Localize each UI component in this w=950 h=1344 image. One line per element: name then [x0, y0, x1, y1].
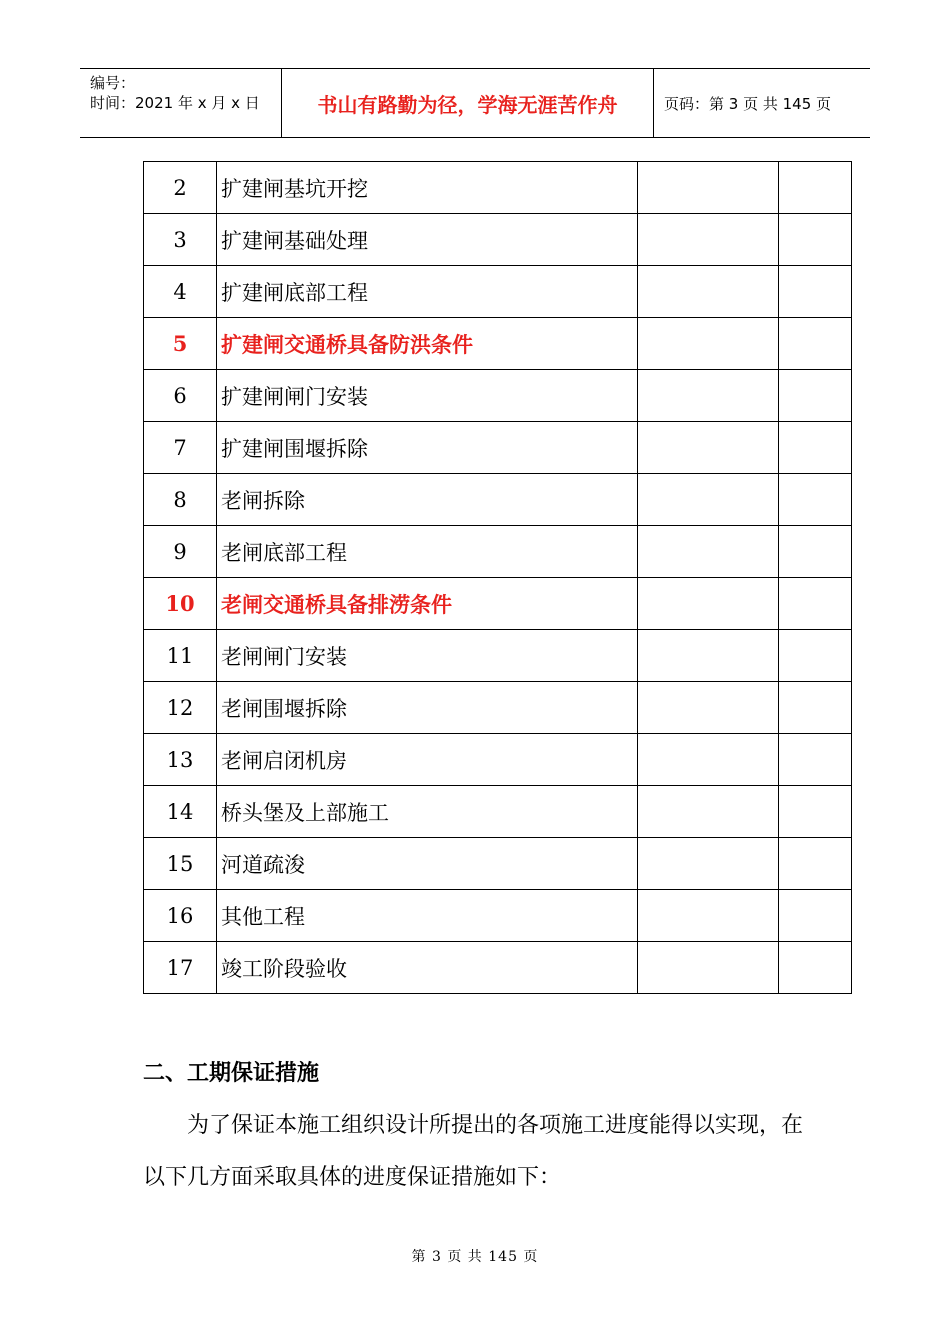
row-number: 16 [144, 890, 217, 942]
row-empty-cell [638, 786, 779, 838]
row-number: 7 [144, 422, 217, 474]
row-empty-cell [638, 214, 779, 266]
row-empty-cell [779, 318, 852, 370]
row-number: 11 [144, 630, 217, 682]
row-empty-cell [638, 162, 779, 214]
table-row [144, 734, 852, 786]
row-task-name: 扩建闸闸门安装 [217, 370, 638, 422]
row-task-name: 扩建闸围堰拆除 [217, 422, 638, 474]
row-empty-cell [779, 162, 852, 214]
row-number: 3 [144, 214, 217, 266]
row-empty-cell [779, 942, 852, 994]
row-empty-cell [779, 474, 852, 526]
header-motto: 书山有路勤为径，学海无涯苦作舟 [282, 69, 654, 137]
row-task-name: 老闸底部工程 [217, 526, 638, 578]
row-empty-cell [638, 682, 779, 734]
table-row [144, 786, 852, 838]
row-number: 6 [144, 370, 217, 422]
row-task-name: 竣工阶段验收 [217, 942, 638, 994]
row-empty-cell [638, 266, 779, 318]
row-number: 14 [144, 786, 217, 838]
section-title: 二、工期保证措施 [143, 1060, 320, 1086]
table-row [144, 162, 852, 214]
table-row [144, 838, 852, 890]
page-footer: 第 3 页 共 145 页 [411, 1249, 539, 1265]
row-task-name: 老闸启闭机房 [217, 734, 638, 786]
table-row [144, 526, 852, 578]
row-empty-cell [779, 578, 852, 630]
row-empty-cell [638, 422, 779, 474]
row-empty-cell [779, 734, 852, 786]
row-number: 13 [144, 734, 217, 786]
page-header [80, 68, 870, 138]
row-task-name: 扩建闸底部工程 [217, 266, 638, 318]
table-row [144, 422, 852, 474]
row-empty-cell [779, 838, 852, 890]
table-row [144, 318, 852, 370]
table-row [144, 682, 852, 734]
row-number: 2 [144, 162, 217, 214]
row-empty-cell [638, 474, 779, 526]
row-task-name: 老闸围堰拆除 [217, 682, 638, 734]
row-number: 5 [144, 318, 217, 370]
row-empty-cell [638, 890, 779, 942]
row-empty-cell [638, 370, 779, 422]
table-row [144, 474, 852, 526]
row-number: 15 [144, 838, 217, 890]
row-empty-cell [779, 526, 852, 578]
row-empty-cell [638, 630, 779, 682]
row-task-name: 扩建闸基坑开挖 [217, 162, 638, 214]
row-empty-cell [638, 942, 779, 994]
row-task-name: 河道疏浚 [217, 838, 638, 890]
row-task-name: 桥头堡及上部施工 [217, 786, 638, 838]
row-empty-cell [638, 526, 779, 578]
row-task-name: 老闸拆除 [217, 474, 638, 526]
row-task-name: 老闸闸门安装 [217, 630, 638, 682]
header-meta [80, 69, 282, 137]
table-row [144, 578, 852, 630]
row-empty-cell [779, 422, 852, 474]
row-empty-cell [638, 578, 779, 630]
document-number: 编号： [90, 74, 136, 92]
row-empty-cell [638, 734, 779, 786]
row-task-name: 老闸交通桥具备排涝条件 [217, 578, 638, 630]
row-task-name: 扩建闸交通桥具备防洪条件 [217, 318, 638, 370]
table-row [144, 890, 852, 942]
row-number: 8 [144, 474, 217, 526]
header-page-info: 页码：第 3 页 共 145 页 [664, 94, 832, 113]
schedule-table-body [144, 162, 852, 994]
row-number: 9 [144, 526, 217, 578]
row-empty-cell [779, 682, 852, 734]
row-number: 4 [144, 266, 217, 318]
row-empty-cell [779, 890, 852, 942]
row-task-name: 其他工程 [217, 890, 638, 942]
table-row [144, 370, 852, 422]
row-empty-cell [779, 630, 852, 682]
schedule-table [143, 161, 852, 994]
row-empty-cell [779, 786, 852, 838]
document-time: 时间：2021 年 x 月 x 日 [90, 94, 260, 112]
table-row [144, 942, 852, 994]
row-empty-cell [638, 838, 779, 890]
table-row [144, 214, 852, 266]
row-empty-cell [638, 318, 779, 370]
row-empty-cell [779, 214, 852, 266]
row-number: 12 [144, 682, 217, 734]
row-empty-cell [779, 266, 852, 318]
table-row [144, 630, 852, 682]
section-paragraph: 为了保证本施工组织设计所提出的各项施工进度能得以实现，在以下几方面采取具体的进度保证措施如下： [143, 1113, 804, 1190]
table-row [144, 266, 852, 318]
row-number: 17 [144, 942, 217, 994]
row-task-name: 扩建闸基础处理 [217, 214, 638, 266]
row-number: 10 [144, 578, 217, 630]
row-empty-cell [779, 370, 852, 422]
